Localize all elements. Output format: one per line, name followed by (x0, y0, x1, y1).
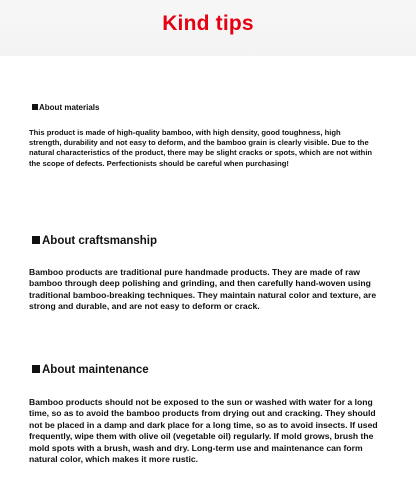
square-bullet-icon (32, 104, 38, 110)
page-title: Kind tips (162, 12, 254, 35)
square-bullet-icon (32, 365, 40, 373)
section-text-materials: This product is made of high-quality bamboo, with high density, good toughness, high strength, durability and not easy to deform, and the bamboo grain is clearly visible. Due to the natural characteristics of the product, there may be slight cracks or spots, which are not within the scope of defects. Perfectionists should be careful when purchasing! (29, 128, 373, 168)
heading-label: About craftsmanship (42, 235, 158, 247)
section-heading-maintenance (32, 364, 149, 376)
page-header (0, 0, 416, 56)
section-heading-craftsmanship (32, 235, 157, 247)
heading-label: About materials (39, 103, 100, 112)
section-text-craftsmanship: Bamboo products are traditional pure handmade products. They are made of raw bamboo through deep polishing and grinding, and then carefully hand-woven using traditional bamboo-breaking techniques. They maintain natural color and texture, are strong and durable, and are not easy to deform or crack. (29, 267, 377, 312)
section-text-maintenance: Bamboo products should not be exposed to the sun or washed with water for a long time, so as to avoid the bamboo products from drying out and cracking. They should not be placed in a damp and dark place for a long time, so as to avoid insects. If used frequently, wipe them with olive oil (vegetable oil) regularly. If mold grows, brush the mold spots with a brush, wash and dry. Long-term use and maintenance can form natural color, which makes it more rustic. (29, 397, 378, 465)
heading-label: About maintenance (42, 364, 149, 376)
square-bullet-icon (32, 236, 40, 244)
section-heading-materials (32, 103, 99, 112)
